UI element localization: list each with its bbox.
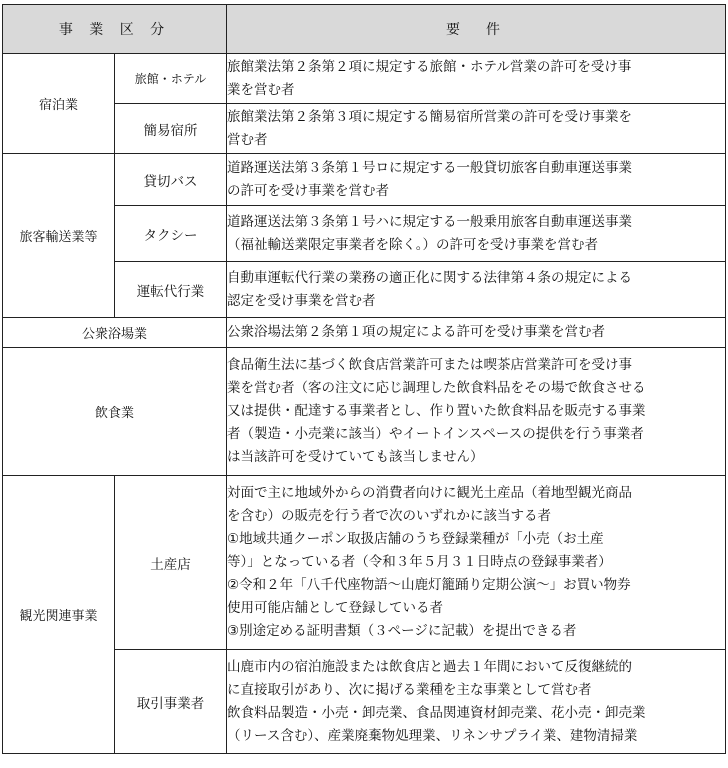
subcategory-torihiki: 取引事業者	[115, 650, 227, 754]
category-shukuhaku: 宿泊業	[3, 54, 115, 154]
requirement-bus: 道路運送法第３条第１号ロに規定する一般貸切旅客自動車運送事業 の許可を受け事業を営む者	[227, 154, 726, 206]
subcategory-bus: 貸切バス	[115, 154, 227, 206]
requirement-kan-i: 旅館業法第２条第３項に規定する簡易宿所営業の許可を受け事業を 営む者	[227, 104, 726, 154]
requirement-torihiki: 山鹿市内の宿泊施設または飲食店と過去１年間において反復継続的 に直接取引があり、次に掲げる業種を主な事業として営む者 飲食料品製造・小売・卸売業、食品関連資材卸売業、花小売・卸売業 （リース含む）、産業廃棄物処理業、リネンサプライ業、建物清掃業	[227, 650, 726, 754]
category-kanko: 観光関連事業	[3, 476, 115, 754]
subcategory-ryokan: 旅館・ホテル	[115, 54, 227, 104]
requirement-inshoku: 食品衛生法に基づく飲食店営業許可または喫茶店営業許可を受け事 業を営む者（客の注文に応じ調理した飲食料品をその場で飲食させる 又は提供・配達する事業者とし、作り置いた飲食料品を販売する事業 者（製造・小売業に該当）やイートインスペースの提供を行う事業者 は当該許可を受けていても該当しません）	[227, 348, 726, 476]
category-ryokaku: 旅客輸送業等	[3, 154, 115, 318]
subcategory-kan-i: 簡易宿所	[115, 104, 227, 154]
category-inshoku: 飲食業	[3, 348, 227, 476]
table-row	[3, 154, 726, 206]
header-row	[3, 5, 726, 54]
table-row	[3, 476, 726, 650]
requirement-taxi: 道路運送法第３条第１号ハに規定する一般乗用旅客自動車運送事業 （福祉輸送業限定事業者を除く。）の許可を受け事業を営む者	[227, 206, 726, 262]
table-row	[3, 54, 726, 104]
header-requirement: 要 件	[227, 5, 726, 54]
table-row	[3, 348, 726, 476]
table-row	[3, 318, 726, 348]
header-category: 事 業 区 分	[3, 5, 227, 54]
category-koshuyokujo: 公衆浴場業	[3, 318, 227, 348]
subcategory-miyage: 土産店	[115, 476, 227, 650]
requirement-daiko: 自動車運転代行業の業務の適正化に関する法律第４条の規定による 認定を受け事業を営む者	[227, 262, 726, 318]
requirements-table	[2, 4, 726, 754]
requirement-koshuyokujo: 公衆浴場法第２条第１項の規定による許可を受け事業を営む者	[227, 318, 726, 348]
requirement-miyage: 対面で主に地域外からの消費者向けに観光土産品（着地型観光商品 を含む）の販売を行う者で次のいずれかに該当する者 ①地域共通クーポン取扱店舗のうち登録業種が「小売（お土産 等）」となっている者（令和３年５月３１日時点の登録事業者） ②令和２年「八千代座物語～山鹿灯籠踊り定期公演～」お買い物券 使用可能店舗として登録している者 ③別途定める証明書類（３ページに記載）を提出できる者	[227, 476, 726, 650]
subcategory-taxi: タクシー	[115, 206, 227, 262]
requirement-ryokan: 旅館業法第２条第２項に規定する旅館・ホテル営業の許可を受け事 業を営む者	[227, 54, 726, 104]
subcategory-daiko: 運転代行業	[115, 262, 227, 318]
